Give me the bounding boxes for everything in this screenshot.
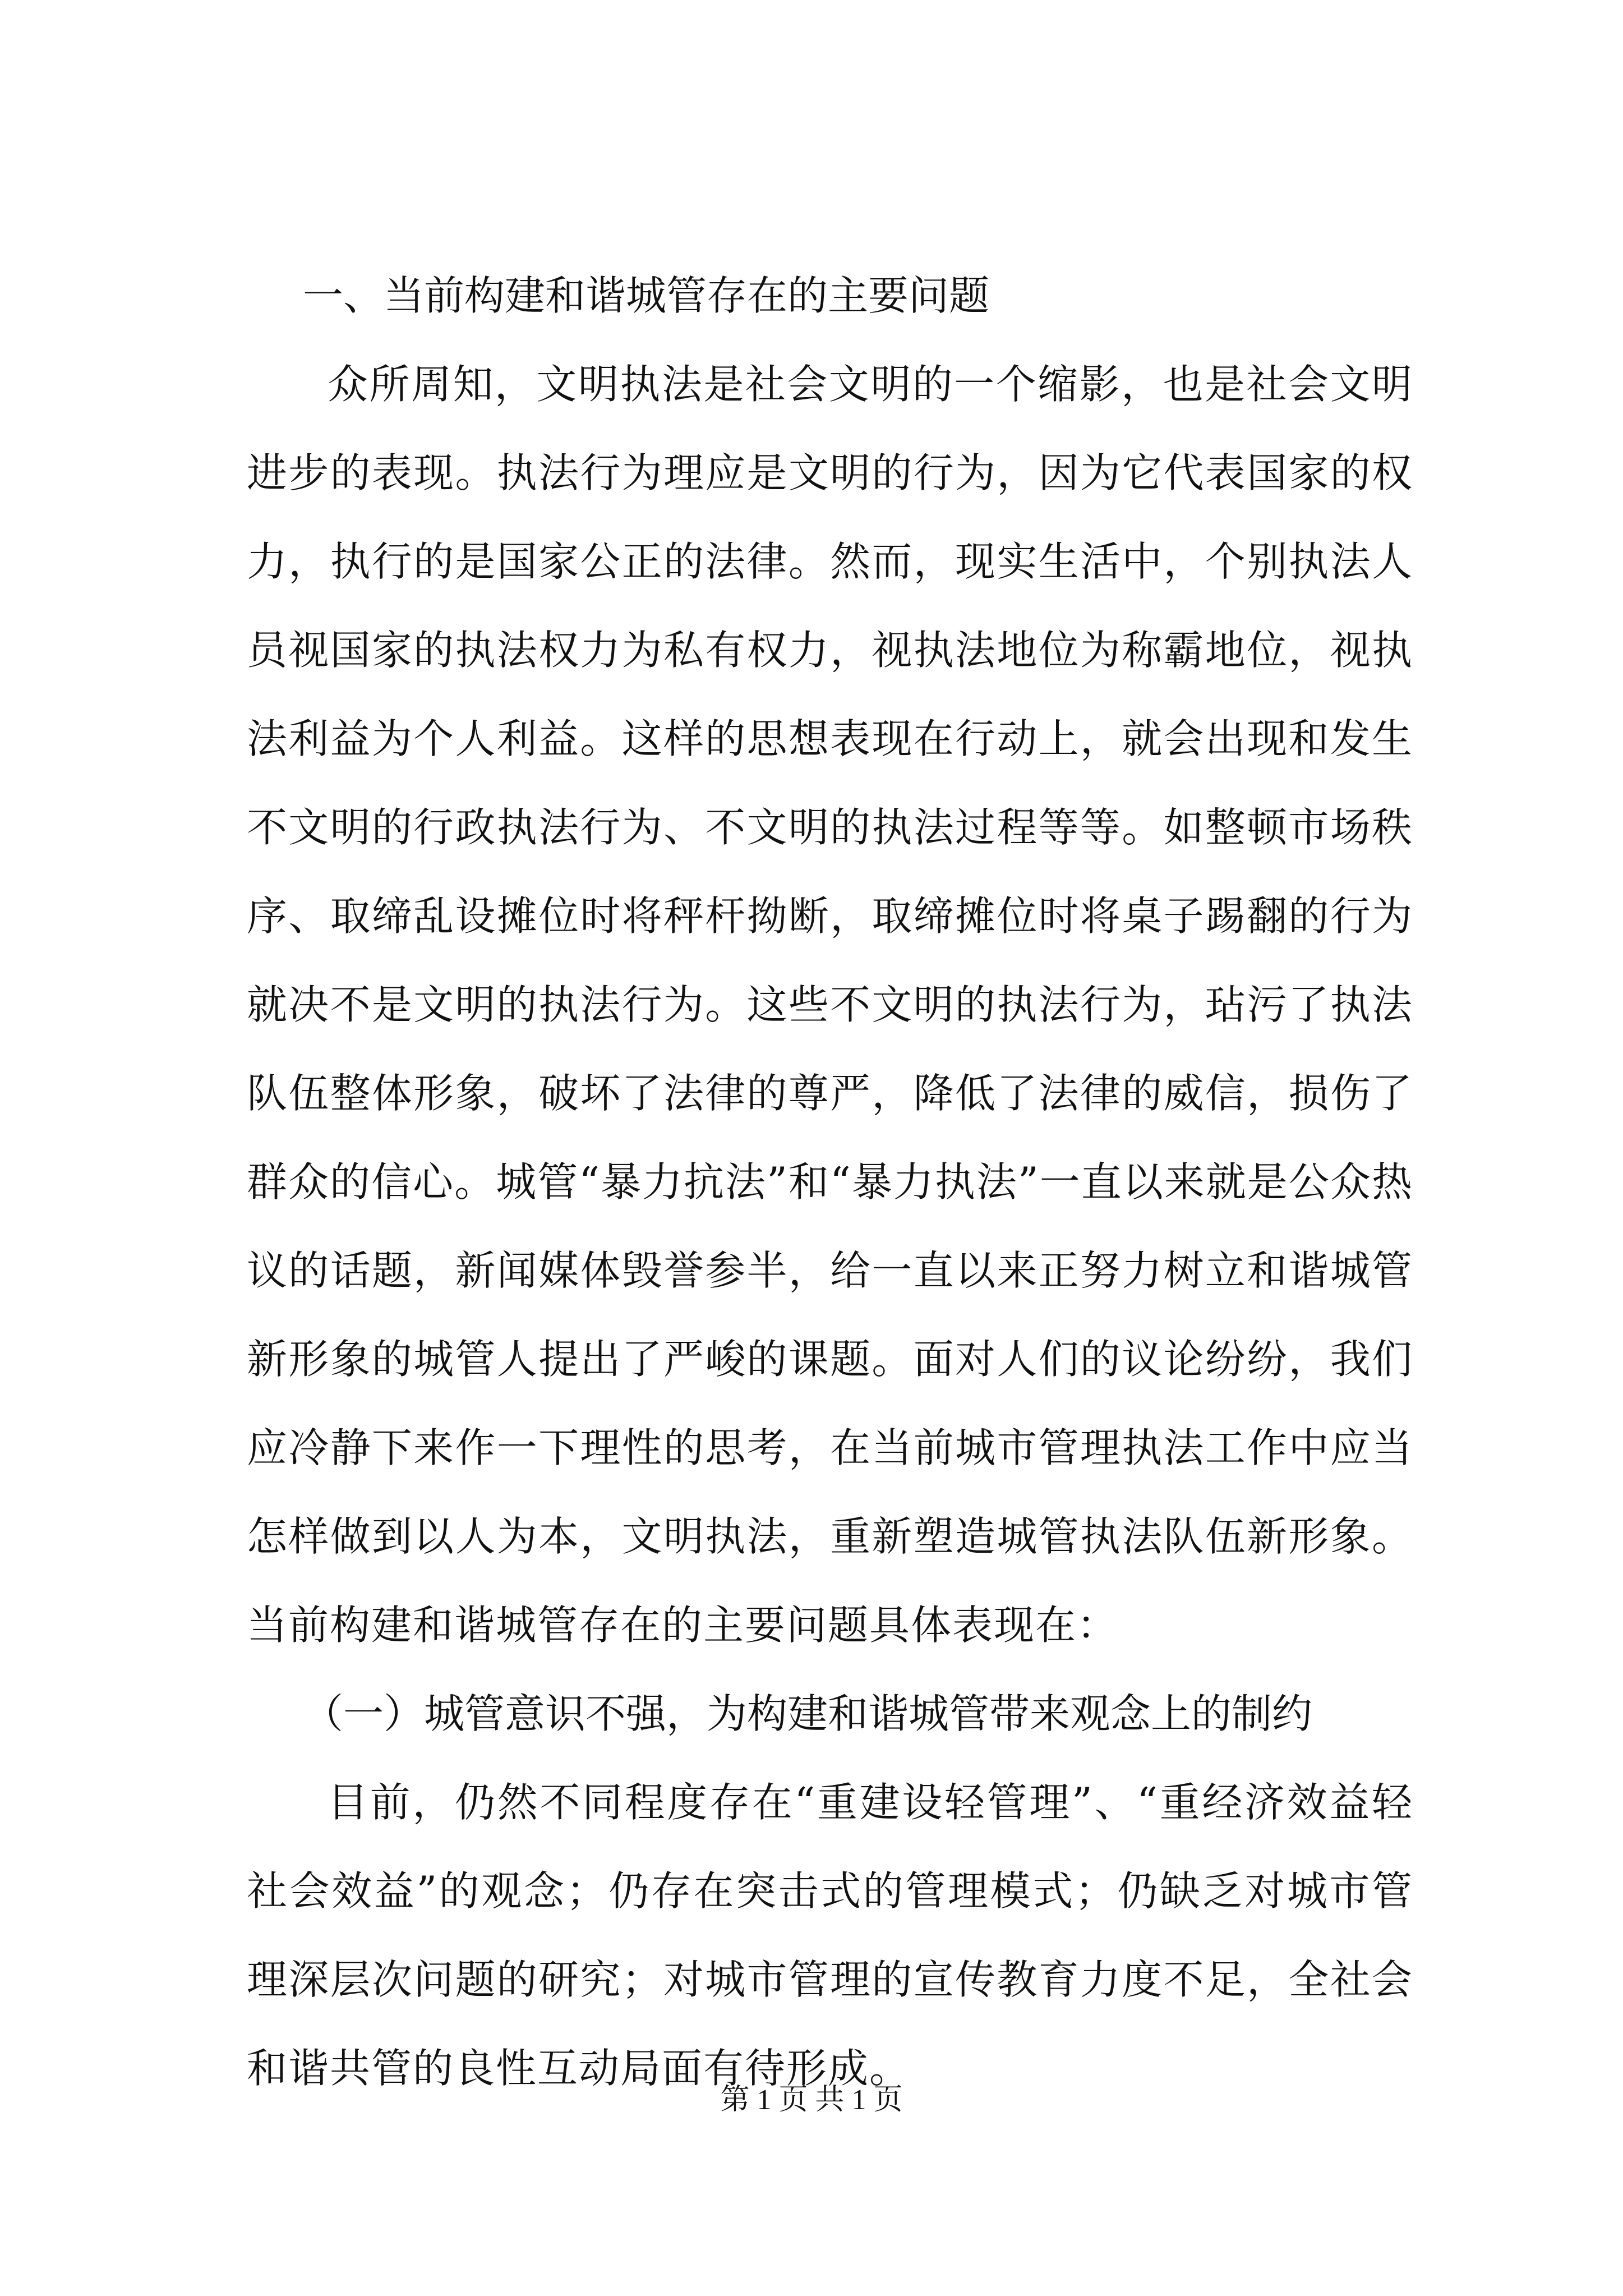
subsection-heading: （一）城管意识不强，为构建和谐城管带来观念上的制约	[303, 1690, 1313, 1737]
document-body	[247, 251, 1413, 2113]
page-number-footer: 第 1 页 共 1 页	[720, 2084, 903, 2116]
section-heading: 一、当前构建和谐城管存在的主要问题	[303, 272, 990, 319]
body-paragraph-2: 目前，仍然不同程度存在“重建设轻管理”、“重经济效益轻社会效益”的观念；仍存在突击式的管理模式；仍缺乏对城市管理深层次问题的研究；对城市管理的宣传教育力度不足，全社会和谐共管的良性互动局面有待形成。	[247, 1779, 1413, 2092]
body-paragraph-1: 众所周知，文明执法是社会文明的一个缩影，也是社会文明进步的表现。执法行为理应是文明的行为，因为它代表国家的权力，执行的是国家公正的法律。然而，现实生活中，个别执法人员视国家的执法权力为私有权力，视执法地位为称霸地位，视执法利益为个人利益。这样的思想表现在行动上，就会出现和发生不文明的行政执法行为、不文明的执法过程等等。如整顿市场秩序、取缔乱设摊位时将秤杆拗断，取缔摊位时将桌子踢翻的行为就决不是文明的执法行为。这些不文明的执法行为，玷污了执法队伍整体形象，破坏了法律的尊严，降低了法律的威信，损伤了群众的信心。城管“暴力抗法”和“暴力执法”一直以来就是公众热议的话题，新闻媒体毁誉参半，给一直以来正努力树立和谐城管新形象的城管人提出了严峻的课题。面对人们的议论纷纷，我们应冷静下来作一下理性的思考，在当前城市管理执法工作中应当怎样做到以人为本，文明执法，重新塑造城管执法队伍新形象。当前构建和谐城管存在的主要问题具体表现在：	[247, 361, 1413, 1649]
